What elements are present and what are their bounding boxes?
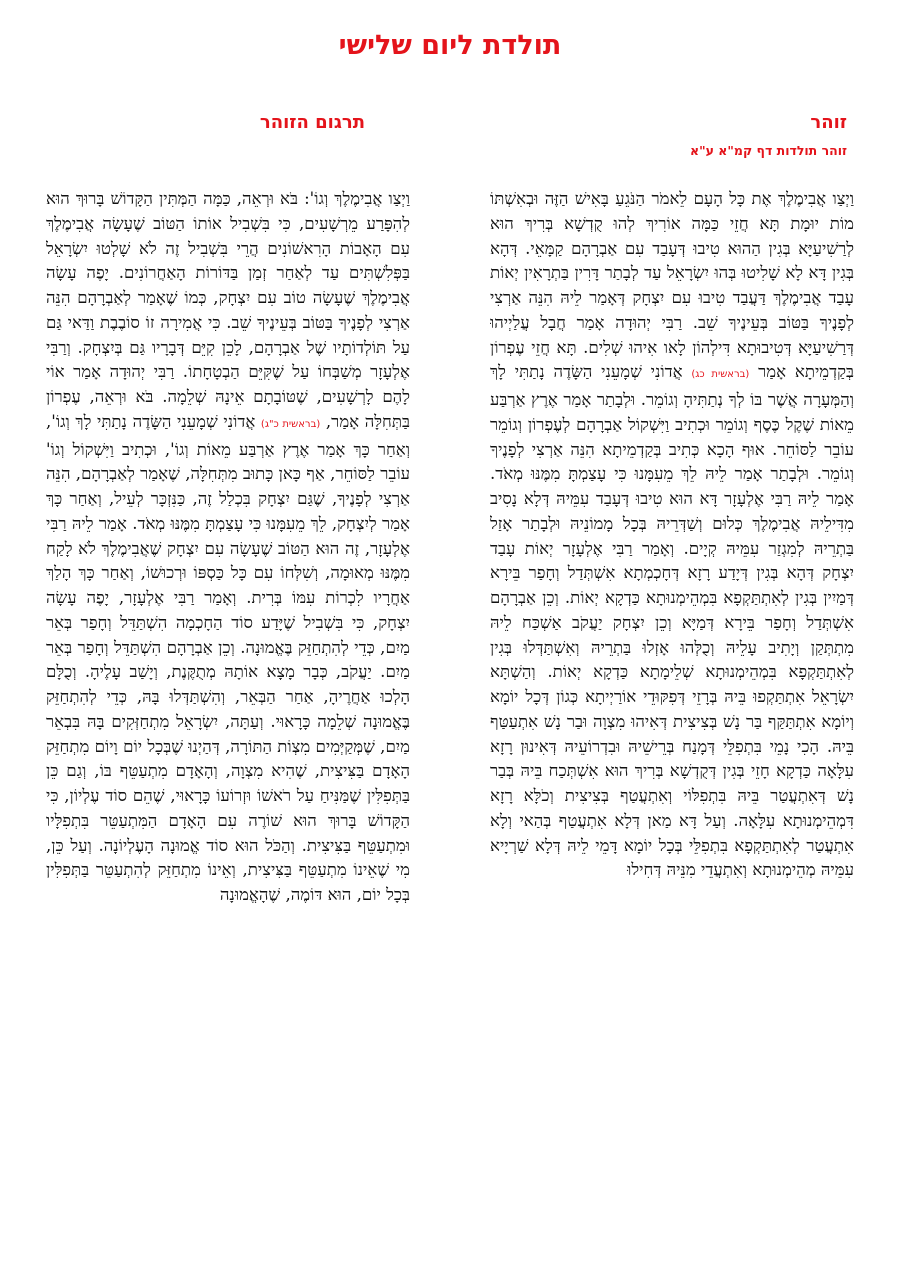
zohar-column-heading: זוהר <box>810 112 847 133</box>
zohar-bible-citation: (בראשית כג) <box>691 369 750 381</box>
targum-text-part-1: וַיְצַו אֲבִימֶלֶךְ וְגוֹ': בֹּא וּרְאֵה, כַּמָּה הַמְּתִּין הַקָּדוֹשׁ בָּרוּךְ הוּא לְהִפָּרַע מֵרְשָׁעִים, כִּי בִּשְׁבִיל אוֹתוֹ הַטּוֹב שֶׁעָשָׂה אֲבִימֶלֶךְ עִם הָאָבוֹת הָרִאשׁוֹנִים הֲרֵי בִּשְׁבִיל זֶה לֹא שָׁלְטוּ יִשְׂרָאֵל בַּפְּלִשְׁתִּים עַד לְאַחַר זְמַן בַּדּוֹרוֹת הָאַחֲרוֹנִים. יָפֶה עָשָׂה אֲבִימֶלֶךְ שֶׁעָשָׂה טוֹב עִם יִצְחָק, כְּמוֹ שֶׁאָמַר לְאַבְרָהָם הִנֵּה אַרְצִי לְפָנֶיךָ בַּטּוֹב בְּעֵינֶיךָ שֵׁב. כִּי אֲמִירָה זוֹ סוֹבֶבֶת וַדַּאי גַּם עַל תּוֹלְדוֹתָיו שֶׁל אַבְרָהָם, לָכֵן קִיֵּם דְּבָרָיו גַּם בְּיִצְחָק. וְרַבִּי אֶלְעָזָר מְשַׁבְּחוֹ עַל שֶׁקִּיֵּם הַבְטָחָתוֹ. רַבִּי יְהוּדָה אָמַר אוֹי לָהֶם לָרְשָׁעִים, שֶׁטּוֹבָתָם אֵינָהּ שְׁלֵמָה. בֹּא וּרְאֵה, עֶפְרוֹן בַּתְּחִלָּה אָמַר, <box>46 189 410 431</box>
targum-column-heading: תרגום הזוהר <box>259 112 365 133</box>
zohar-text-part-1: וַיְצַו אֲבִימֶלֶךְ אֶת כָּל הָעָם לֵאמֹר הַנֹּגֵעַ בָּאִישׁ הַזֶּה וּבְאִשְׁתּוֹ מוֹת יוּמָת תָּא חֲזֵי כַּמָּה אוֹרִיךְ לְהוּ קֻדְשָׁא בְּרִיךְ הוּא לְרַשִׁיעַיָּא בְּגִין הַהוּא טִיבוּ דְּעָבַד עִם אַבְרָהָם קַמָּאֵי. דְּהָא בְּגִין דָּא לָא שָׁלִיטוּ בְּהוּ יִשְׂרָאֵל עַד לְבָתַר דָּרִין בַּתְרָאִין יְאוֹת עָבַד אֲבִימֶלֶךְ דַּעֲבַד טִיבוּ עִם יִצְחָק דְּאָמַר לֵיהּ הִנֵּה אַרְצִי לְפָנֶיךָ בַּטּוֹב בְּעֵינֶיךָ שֵׁב. רַבִּי יְהוּדָה אָמַר חֲבָל עֲלַיְיהוּ דְּרַשִׁיעַיָּא דְּטִיבוּתָא דִּילְהוֹן לָאו אִיהוּ שְׁלִים. תָּא חֲזֵי עֶפְרוֹן בְּקַדְמֵיתָא אָמַר <box>490 189 854 382</box>
targum-text-column <box>46 187 410 1257</box>
zohar-text-column <box>490 187 854 1257</box>
targum-bible-citation: (בראשית כ"ג) <box>260 418 321 430</box>
zohar-text-part-2: אֲדוֹנִי שְׁמָעֵנִי הַשָּׂדֶה נָתַתִּי לָךְ וְהַמְּעָרָה אֲשֶׁר בּוֹ לְךָ נְתַתִּיהָ וְגוֹמֵר. וּלְבָתַר אָמַר אֶרֶץ אַרְבַּע מֵאוֹת שֶׁקֶל כֶּסֶף וְגוֹמֵר וּכְתִיב וַיִּשְׁקוֹל אַבְרָהָם לְעֶפְרוֹן וְגוֹמֵר עוֹבֵר לַסּוֹחֵר. אוּף הָכָא כְּתִיב בְּקַדְמֵיתָא הִנֵּה אַרְצִי לְפָנֶיךָ וְגוֹמֵר. וּלְבָתַר אָמַר לֵיהּ לֵךְ מֵעִמָּנוּ כִּי עָצַמְתָּ מִמֶּנּוּ מְאֹד. אָמַר לֵיהּ רַבִּי אֶלְעָזָר דָּא הוּא טִיבוּ דְּעָבַד עִמֵּיהּ דְּלָא נָסִיב מִדִּילֵיהּ אֲבִימֶלֶךְ כְּלוּם וְשַׁדְּרֵיהּ בְּכָל מָמוֹנֵיהּ וּלְבָתַר אָזַל בַּתְרֵיהּ לְמִגְזַר עִמֵּיהּ קְיָים. וְאָמַר רַבִּי אֶלְעָזָר יְאוֹת עָבַד יִצְחָק דְּהָא בְּגִין דְּיָדַע רָזָא דְּחָכְמְתָא אִשְׁתְּדַל וְחָפַר בֵּירָא דְּמַיִין בְּגִין לְאִתְתַּקְפָא בִּמְהֵימְנוּתָא כַּדְקָא יְאוֹת. וְכֵן אַבְרָהָם אִשְׁתְּדַל וְחָפַר בֵּירָא דְּמַיָּא וְכֵן יִצְחָק יַעֲקֹב אַשְׁכַּח לֵיהּ מִתְתְּקַן וְיָתִיב עָלֵיהּ וְכֻלְּהוּ אָזְלוּ בַּתְרֵיהּ וְאִשְׁתַּדְּלוּ בְּגִין לְאִתְתַּקְפָא בִּמְהֵימְנוּתָא שְׁלֵימָתָא כַּדְקָא יְאוֹת. וְהַשְׁתָּא יִשְׂרָאֵל אִתְתַּקְפוּ בֵּיהּ בְּרָזֵי דְּפִקּוּדֵי אוֹרַיְיתָא כְּגוֹן דְּכָל יוֹמָא וְיוֹמָא אִתְתַּקַּף בַּר נָשׁ בְּצִיצִית דְּאִיהוּ מִצְוָה וּבַר נָשׁ אִתְעַטַּף בֵּיהּ. הָכִי נָמֵי בִּתְפִלֵּי דְּמָנַח בְּרֵישֵׁיהּ וּבִדְרוֹעֵיהּ דְּאִינוּן רָזָא עִלָּאָה כַּדְקָא חָזֵי בְּגִין דְּקֻדְשָׁא בְּרִיךְ הוּא אִשְׁתְּכַח בֵּיהּ בְּבַר נָשׁ דְּאִתְעֲטַר בֵּיהּ בִּתְפִלּוֹי וְאִתְעֲטַף בְּצִיצִית וְכֹלָּא רָזָא דִּמְהֵימְנוּתָא עִלָּאָה. וְעַל דָּא מַאן דְּלָא אִתְעֲטַף בְּהַאי וְלָא אִתְעֲטַר לְאִתְתַּקְפָא בִּתְפִלֵּי בְּכָל יוֹמָא דָּמֵי לֵיהּ דְּלָא שַׁרְיָיא עִמֵּיהּ מְהֵימְנוּתָא וְאִתְעֲדֵי מִנֵּיהּ דְּחִילוּ <box>490 362 854 880</box>
targum-text-part-2: אֲדוֹנִי שְׁמָעֵנִי הַשָּׂדֶה נָתַתִּי לָךְ וְגוֹ', וְאַחַר כָּךְ אָמַר אֶרֶץ אַרְבַּע מֵאוֹת וְגוֹ', וּכְתִיב וַיִּשְׁקוֹל וְגוֹ' עוֹבֵר לַסּוֹחֵר, אַף כָּאן כָּתוּב מִתְּחִלָּה, שֶׁאָמַר לְאַבְרָהָם, הִנֵּה אַרְצִי לְפָנֶיךָ, שֶׁגַּם יִצְחָק בִּכְלַל זֶה, כַּנִּזְכָּר לְעֵיל, וְאַחַר כָּךְ אָמַר לְיִצְחָק, לֵךְ מֵעִמָּנוּ כִּי עָצַמְתָּ מִמֶּנּוּ מְאֹד. אָמַר לֵיהּ רַבִּי אֶלְעָזָר, זֶה הוּא הַטּוֹב שֶׁעָשָׂה עִם יִצְחָק שֶׁאֲבִימֶלֶךְ לֹא לָקַח מִמֶּנּוּ מְאוּמָה, וְשִׁלְּחוֹ עִם כָּל כַּסְפּוֹ וּרְכוּשׁוֹ, וְאַחַר כָּךְ הָלַךְ אַחֲרָיו לִכְרוֹת עִמּוֹ בְּרִית. וְאָמַר רַבִּי אֶלְעָזָר, יָפֶה עָשָׂה יִצְחָק, כִּי בִּשְׁבִיל שֶׁיָּדַע סוֹד הַחָכְמָה הִשְׁתַּדֵּל וְחָפַר בְּאֵר מַיִם, כְּדֵי לְהִתְחַזֵּק בֶּאֱמוּנָה. וְכֵן אַבְרָהָם הִשְׁתַּדֵּל וְחָפַר בְּאֵר מַיִם. יַעֲקֹב, כְּבָר מָצָא אוֹתָהּ מְתֻקֶּנֶת, וְיָשַׁב עָלֶיהָ. וְכֻלָּם הָלְכוּ אַחֲרֶיהָ, אַחַר הַבְּאֵר, וְהִשְׁתַּדְּלוּ בָּהּ, כְּדֵי לְהִתְחַזֵּק בֶּאֱמוּנָה שְׁלֵמָה כָּרָאוּי. וְעַתָּה, יִשְׂרָאֵל מִתְחַזְּקִים בָּהּ בִּבְאֵר מַיִם, שֶׁמְּקַיְּמִים מִצְוֹת הַתּוֹרָה, דְּהַיְנוּ שֶׁבְּכָל יוֹם וָיוֹם מִתְחַזֵּק הָאָדָם בַּצִּיצִית, שֶׁהִיא מִצְוָה, וְהָאָדָם מִתְעַטֵּף בּוֹ, וְגַם כֵּן בַּתְּפִלִּין שֶׁמַּנִּיחַ עַל רֹאשׁוֹ וּזְרוֹעוֹ כָּרָאוּי, שֶׁהֵם סוֹד עֶלְיוֹן, כִּי הַקָּדוֹשׁ בָּרוּךְ הוּא שׁוֹרֶה עִם הָאָדָם הַמִּתְעַטֵּר בִּתְפִלָּיו וּמִתְעַטֵּף בַּצִּיצִית. וְהַכֹּל הוּא סוֹד אֱמוּנָה הָעֶלְיוֹנָה. וְעַל כֵּן, מִי שֶׁאֵינוֹ מִתְעַטֵּף בַּצִּיצִית, וְאֵינוֹ מִתְחַזֵּק לְהִתְעַטֵּר בַּתְּפִלִּין בְּכָל יוֹם, הוּא דּוֹמֶה, שֶׁהָאֱמוּנָה <box>46 411 410 904</box>
zohar-source-reference: זוהר תולדות דף קמ"א ע"א <box>690 143 847 158</box>
page-title: תולדת ליום שלישי <box>338 30 562 61</box>
